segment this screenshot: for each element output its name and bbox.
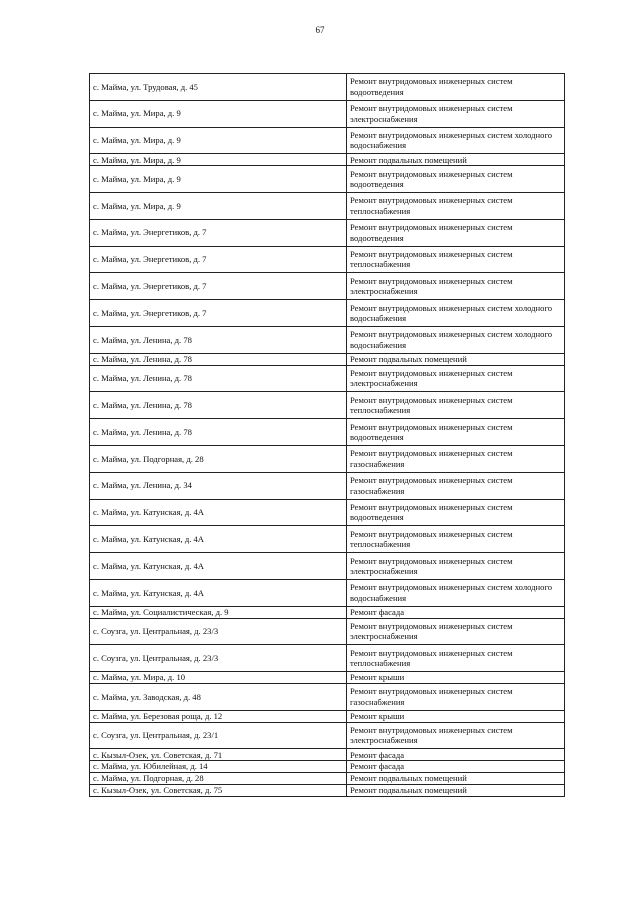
work-cell: Ремонт крыши <box>347 710 565 722</box>
work-cell: Ремонт внутридомовых инженерных систем газоснабжения <box>347 445 565 472</box>
work-cell: Ремонт внутридомовых инженерных систем газоснабжения <box>347 472 565 499</box>
table-row <box>90 761 565 773</box>
address-cell: с. Майма, ул. Подгорная, д. 28 <box>90 772 347 784</box>
address-cell: с. Майма, ул. Катунская, д. 4А <box>90 553 347 580</box>
address-cell: с. Майма, ул. Социалистическая, д. 9 <box>90 606 347 618</box>
address-cell: с. Соузга, ул. Центральная, д. 23/3 <box>90 618 347 645</box>
table-row <box>90 710 565 722</box>
table-row <box>90 526 565 553</box>
work-cell: Ремонт внутридомовых инженерных систем электроснабжения <box>347 273 565 300</box>
table-row <box>90 300 565 327</box>
address-cell: с. Кызыл-Озек, ул. Советская, д. 75 <box>90 784 347 796</box>
work-cell: Ремонт внутридомовых инженерных систем теплоснабжения <box>347 645 565 672</box>
address-cell: с. Кызыл-Озек, ул. Советская, д. 71 <box>90 749 347 761</box>
table-row <box>90 553 565 580</box>
table-row <box>90 772 565 784</box>
table-row <box>90 246 565 273</box>
work-cell: Ремонт внутридомовых инженерных систем электроснабжения <box>347 100 565 127</box>
work-cell: Ремонт внутридомовых инженерных систем холодного водоснабжения <box>347 579 565 606</box>
address-cell: с. Майма, ул. Мира, д. 9 <box>90 166 347 193</box>
work-cell: Ремонт внутридомовых инженерных систем электроснабжения <box>347 553 565 580</box>
work-cell: Ремонт фасада <box>347 749 565 761</box>
work-cell: Ремонт внутридомовых инженерных систем электроснабжения <box>347 618 565 645</box>
table-row <box>90 326 565 353</box>
work-cell: Ремонт внутридомовых инженерных систем водоотведения <box>347 219 565 246</box>
address-cell: с. Майма, ул. Ленина, д. 78 <box>90 365 347 392</box>
table-row <box>90 445 565 472</box>
work-cell: Ремонт внутридомовых инженерных систем холодного водоснабжения <box>347 300 565 327</box>
work-cell: Ремонт внутридомовых инженерных систем холодного водоснабжения <box>347 326 565 353</box>
address-cell: с. Майма, ул. Мира, д. 9 <box>90 192 347 219</box>
address-cell: с. Майма, ул. Энергетиков, д. 7 <box>90 300 347 327</box>
table-row <box>90 166 565 193</box>
address-cell: с. Майма, ул. Ленина, д. 78 <box>90 392 347 419</box>
table-row <box>90 419 565 446</box>
table-row <box>90 353 565 365</box>
table-body <box>90 74 565 797</box>
work-cell: Ремонт подвальных помещений <box>347 772 565 784</box>
table-row <box>90 472 565 499</box>
table-row <box>90 672 565 684</box>
table-row <box>90 192 565 219</box>
work-cell: Ремонт подвальных помещений <box>347 154 565 166</box>
table-row <box>90 618 565 645</box>
address-cell: с. Майма, ул. Трудовая, д. 45 <box>90 74 347 101</box>
work-cell: Ремонт внутридомовых инженерных систем водоотведения <box>347 74 565 101</box>
address-cell: с. Майма, ул. Заводская, д. 48 <box>90 683 347 710</box>
table-row <box>90 74 565 101</box>
work-cell: Ремонт крыши <box>347 672 565 684</box>
address-cell: с. Майма, ул. Березовая роща, д. 12 <box>90 710 347 722</box>
address-cell: с. Майма, ул. Энергетиков, д. 7 <box>90 273 347 300</box>
address-cell: с. Майма, ул. Подгорная, д. 28 <box>90 445 347 472</box>
table-row <box>90 219 565 246</box>
table-row <box>90 499 565 526</box>
address-cell: с. Майма, ул. Энергетиков, д. 7 <box>90 246 347 273</box>
work-cell: Ремонт подвальных помещений <box>347 784 565 796</box>
address-cell: с. Майма, ул. Юбилейная, д. 14 <box>90 761 347 773</box>
work-cell: Ремонт внутридомовых инженерных систем водоотведения <box>347 166 565 193</box>
table-row <box>90 749 565 761</box>
table-row <box>90 606 565 618</box>
page-number: 67 <box>315 25 325 35</box>
address-cell: с. Соузга, ул. Центральная, д. 23/3 <box>90 645 347 672</box>
address-cell: с. Майма, ул. Мира, д. 10 <box>90 672 347 684</box>
work-cell: Ремонт подвальных помещений <box>347 353 565 365</box>
work-cell: Ремонт внутридомовых инженерных систем холодного водоснабжения <box>347 127 565 154</box>
work-cell: Ремонт внутридомовых инженерных систем водоотведения <box>347 499 565 526</box>
address-cell: с. Майма, ул. Ленина, д. 78 <box>90 353 347 365</box>
address-cell: с. Майма, ул. Мира, д. 9 <box>90 127 347 154</box>
address-cell: с. Майма, ул. Мира, д. 9 <box>90 100 347 127</box>
table-row <box>90 154 565 166</box>
table-row <box>90 365 565 392</box>
table-row <box>90 127 565 154</box>
work-cell: Ремонт внутридомовых инженерных систем газоснабжения <box>347 683 565 710</box>
address-cell: с. Майма, ул. Ленина, д. 78 <box>90 326 347 353</box>
work-cell: Ремонт внутридомовых инженерных систем теплоснабжения <box>347 192 565 219</box>
table-row <box>90 645 565 672</box>
work-cell: Ремонт внутридомовых инженерных систем электроснабжения <box>347 722 565 749</box>
address-cell: с. Майма, ул. Катунская, д. 4А <box>90 526 347 553</box>
table-row <box>90 100 565 127</box>
address-cell: с. Соузга, ул. Центральная, д. 23/1 <box>90 722 347 749</box>
work-cell: Ремонт фасада <box>347 761 565 773</box>
table-row <box>90 273 565 300</box>
address-cell: с. Майма, ул. Ленина, д. 78 <box>90 419 347 446</box>
table-row <box>90 392 565 419</box>
table-row <box>90 784 565 796</box>
table-row <box>90 722 565 749</box>
work-cell: Ремонт внутридомовых инженерных систем теплоснабжения <box>347 526 565 553</box>
table-row <box>90 579 565 606</box>
repair-table <box>89 73 565 797</box>
work-cell: Ремонт внутридомовых инженерных систем водоотведения <box>347 419 565 446</box>
work-cell: Ремонт внутридомовых инженерных систем электроснабжения <box>347 365 565 392</box>
address-cell: с. Майма, ул. Катунская, д. 4А <box>90 579 347 606</box>
work-cell: Ремонт фасада <box>347 606 565 618</box>
address-cell: с. Майма, ул. Катунская, д. 4А <box>90 499 347 526</box>
work-cell: Ремонт внутридомовых инженерных систем теплоснабжения <box>347 392 565 419</box>
address-cell: с. Майма, ул. Мира, д. 9 <box>90 154 347 166</box>
work-cell: Ремонт внутридомовых инженерных систем теплоснабжения <box>347 246 565 273</box>
address-cell: с. Майма, ул. Ленина, д. 34 <box>90 472 347 499</box>
table-row <box>90 683 565 710</box>
address-cell: с. Майма, ул. Энергетиков, д. 7 <box>90 219 347 246</box>
